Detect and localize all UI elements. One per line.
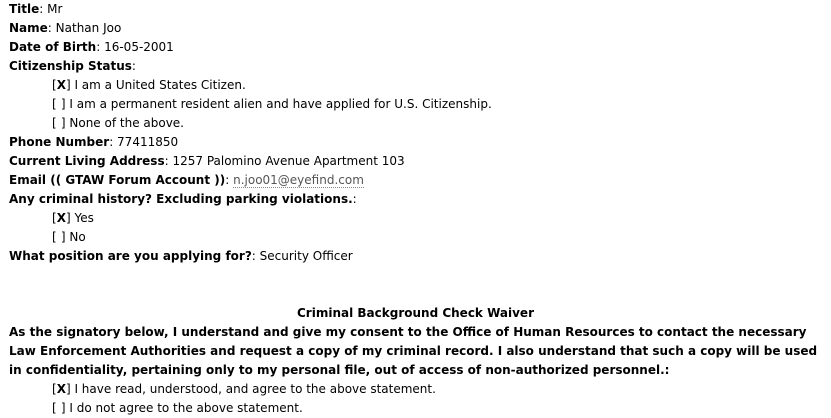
address-row: Current Living Address: 1257 Palomino Avenue Apartment 103 bbox=[9, 154, 405, 168]
name-label: Name bbox=[9, 21, 48, 35]
waiver-heading: Criminal Background Check Waiver bbox=[297, 306, 534, 320]
citizenship-option-text: I am a permanent resident alien and have applied for U.S. Citizenship. bbox=[69, 97, 492, 111]
criminal-option-mark: X bbox=[56, 211, 66, 225]
citizenship-row: Citizenship Status: bbox=[9, 59, 136, 73]
title-row: Title: Mr bbox=[9, 2, 63, 16]
citizenship-option-text: I am a United States Citizen. bbox=[74, 78, 246, 92]
phone-value: 77411850 bbox=[117, 135, 179, 149]
criminal-option-text: Yes bbox=[74, 211, 94, 225]
section-spacer bbox=[9, 266, 822, 304]
waiver-option-text: I have read, understood, and agree to the above statement. bbox=[74, 382, 436, 396]
title-label: Title bbox=[9, 2, 40, 16]
citizenship-option: [ ] I am a permanent resident alien and have applied for U.S. Citizenship. bbox=[52, 97, 492, 111]
address-label: Current Living Address bbox=[9, 154, 165, 168]
waiver-option: [ ] I do not agree to the above statement. bbox=[52, 401, 303, 415]
citizenship-label: Citizenship Status bbox=[9, 59, 132, 73]
title-value: Mr bbox=[47, 2, 63, 16]
phone-label: Phone Number bbox=[9, 135, 110, 149]
name-row: Name: Nathan Joo bbox=[9, 21, 122, 35]
waiver-option-text: I do not agree to the above statement. bbox=[69, 401, 303, 415]
dob-label: Date of Birth bbox=[9, 40, 97, 54]
criminal-option-text: No bbox=[69, 230, 86, 244]
citizenship-option-text: None of the above. bbox=[69, 116, 184, 130]
email-link[interactable]: n.joo01@eyefind.com bbox=[233, 173, 364, 187]
address-value: 1257 Palomino Avenue Apartment 103 bbox=[172, 154, 405, 168]
waiver-option-mark bbox=[57, 401, 61, 415]
criminal-row: Any criminal history? Excluding parking violations.: bbox=[9, 192, 357, 206]
email-row: Email (( GTAW Forum Account )): n.joo01@eyefind.com bbox=[9, 173, 364, 187]
criminal-label: Any criminal history? Excluding parking violations. bbox=[9, 192, 353, 206]
position-row: What position are you applying for?: Security Officer bbox=[9, 249, 353, 263]
citizenship-option-mark bbox=[57, 97, 61, 111]
criminal-option: [X] Yes bbox=[52, 211, 94, 225]
name-value: Nathan Joo bbox=[55, 21, 122, 35]
position-label: What position are you applying for? bbox=[9, 249, 252, 263]
citizenship-option-mark bbox=[57, 116, 61, 130]
waiver-statement-text: As the signatory below, I understand and give my consent to the Office of Human Resources to contact the necessary Law Enforcement Authorities and request a copy of my criminal record. I also understand that such a copy will be used in confidentiality, pertaining only to my personal file, out of access of non-authorized personnel. bbox=[9, 325, 818, 377]
phone-row: Phone Number: 77411850 bbox=[9, 135, 179, 149]
position-value: Security Officer bbox=[259, 249, 353, 263]
waiver-option-mark: X bbox=[56, 382, 66, 396]
email-label: Email (( GTAW Forum Account )) bbox=[9, 173, 226, 187]
waiver-statement: As the signatory below, I understand and give my consent to the Office of Human Resources to contact the necessary Law Enforcement Authorities and request a copy of my criminal record. I also understand that such a copy will be used in confidentiality, pertaining only to my personal file, out of access of non-authorized personnel.: bbox=[9, 325, 818, 377]
citizenship-option-mark: X bbox=[56, 78, 66, 92]
dob-value: 16-05-2001 bbox=[104, 40, 174, 54]
citizenship-option: [X] I am a United States Citizen. bbox=[52, 78, 246, 92]
criminal-option: [ ] No bbox=[52, 230, 86, 244]
dob-row: Date of Birth: 16-05-2001 bbox=[9, 40, 174, 54]
waiver-option: [X] I have read, understood, and agree to the above statement. bbox=[52, 382, 436, 396]
criminal-option-mark bbox=[57, 230, 61, 244]
citizenship-option: [ ] None of the above. bbox=[52, 116, 184, 130]
